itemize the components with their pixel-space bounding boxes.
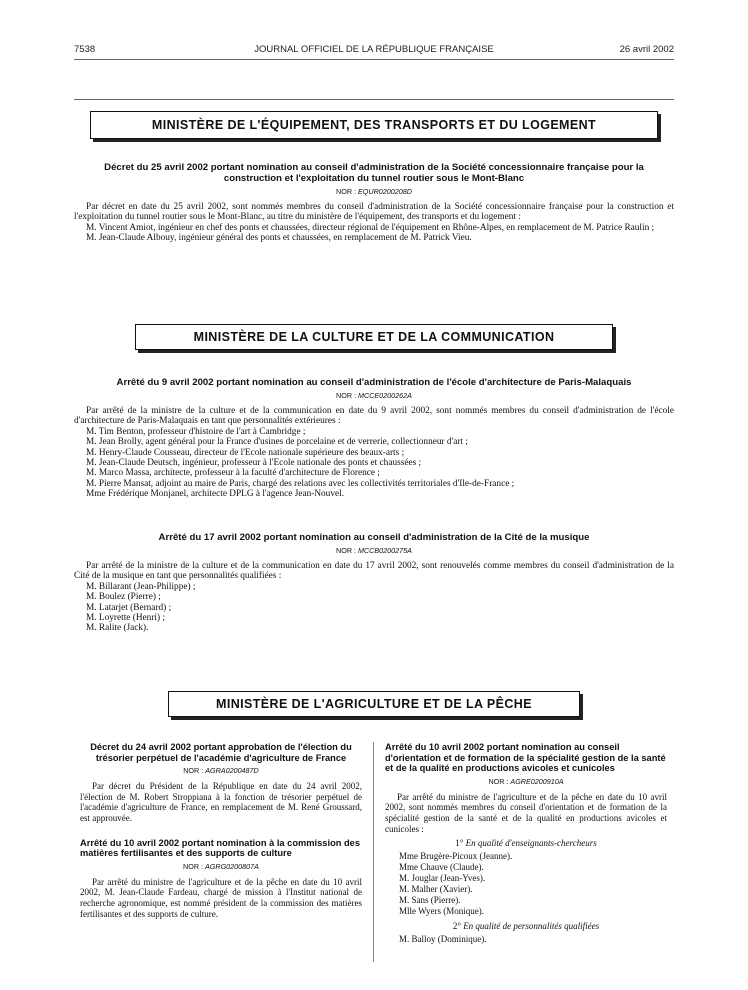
nor-label: NOR : xyxy=(336,187,356,196)
member-line: Mlle Wyers (Monique). xyxy=(399,906,485,917)
member-line: Mme Chauve (Claude). xyxy=(399,862,484,873)
arrete-musique xyxy=(74,532,674,634)
issue-date: 26 avril 2002 xyxy=(619,44,674,55)
header-rule xyxy=(74,59,674,60)
decret-text: Par décret du Président de la République en date du 24 avril 2002, l'élection de M. Robert Stroppiana à la fonction de trésorier perpétuel de l'académie d'agriculture de France, en remplacement de M. René Groussard, est approuvée. xyxy=(80,781,362,823)
nor-code: MCCB0200275A xyxy=(358,546,412,555)
member-line: M. Latarjet (Bernard) ; xyxy=(86,602,172,613)
nor-reference xyxy=(74,546,674,555)
member-line: M. Marco Massa, architecte, professeur à la faculté d'architecture de Florence ; xyxy=(86,468,380,479)
page-number: 7538 xyxy=(74,44,96,55)
member-line: M. Pierre Mansat, adjoint au maire de Paris, chargé des relations avec les collectivités territoriales d'Ile-de-France ; xyxy=(86,478,515,489)
member-line: M. Henry-Claude Cousseau, directeur de l'Ecole nationale supérieure des beaux-arts ; xyxy=(86,447,405,458)
member-line: M. Malher (Xavier). xyxy=(399,884,473,895)
member-line: M. Tim Benton, professeur d'histoire de l'art à Cambridge ; xyxy=(86,426,306,437)
arrete-text: Par arrêté du ministre de l'agriculture et de la pêche en date du 10 avril 2002, sont nommés membres du conseil d'orientation et de formation de la spécialité gestion de la santé et de la qualité en productions avicoles et cunicoles : xyxy=(385,791,667,834)
nor-reference xyxy=(385,777,667,786)
member-line: Mme Brugère-Picoux (Jeanne). xyxy=(399,851,513,862)
member-line: M. Billarant (Jean-Philippe) ; xyxy=(86,581,196,592)
nominee-line: M. Jean-Claude Albouy, ingénieur général des ponts et chaussées, en remplacement de M. Patrick Vieu. xyxy=(86,233,472,244)
section-ordinal: 2° xyxy=(452,921,461,932)
section-label: En qualité d'enseignants-chercheurs xyxy=(465,838,597,849)
arrete-text: Par arrêté du ministre de l'agriculture et de la pêche en date du 10 avril 2002, M. Jean-Claude Fardeau, chargé de mission à l'Institut national de recherche agronomique, est nommé président de la commission des matières fertilisantes et des supports de culture. xyxy=(80,876,362,919)
nor-reference xyxy=(74,391,674,400)
arrete-intro: Par arrêté de la ministre de la culture et de la communication en date du 17 avril 2002, sont renouvelés comme membres du conseil d'administration de la Cité de la musique en tant que personnalités qualifiées : xyxy=(74,561,674,582)
ministry-heading-culture: MINISTÈRE DE LA CULTURE ET DE LA COMMUNICATION xyxy=(135,324,613,350)
nor-code: AGRE0200910A xyxy=(510,776,564,786)
section-rule xyxy=(74,99,674,100)
nominee-line: M. Vincent Amiot, ingénieur en chef des ponts et chaussées, directeur régional de l'équipement en Rhône-Alpes, en remplacement de M. Patrice Raulin ; xyxy=(86,222,655,233)
section-label: En qualité de personnalités qualifiées xyxy=(463,921,600,932)
decree-title: Décret du 25 avril 2002 portant nomination au conseil d'administration de la Société concessionnaire française pour la construction et l'exploitation du tunnel routier sous le Mont-Blanc xyxy=(104,162,644,184)
decret-tresorier xyxy=(80,742,362,824)
left-column xyxy=(80,742,362,919)
section-ordinal: 1° xyxy=(455,838,464,849)
nor-code: AGRG0200807A xyxy=(205,861,259,871)
decree-intro: Par décret en date du 25 avril 2002, sont nommés membres du conseil d'administration de la Société concessionnaire française pour la construction et l'exploitation du tunnel routier sous le Mont-Blanc, au titre du ministère de l'équipement, des transports et du logement : xyxy=(74,202,674,223)
arrete-title: Arrêté du 17 avril 2002 portant nomination au conseil d'administration de la Cité de la musique xyxy=(158,532,590,543)
nor-label: NOR : xyxy=(336,546,356,555)
section-heading-2 xyxy=(385,921,667,932)
member-line: Mme Frédérique Monjanel, architecte DPLG à l'agence Jean-Nouvel. xyxy=(86,489,345,500)
arrete-malaquais xyxy=(74,377,674,500)
nor-reference xyxy=(74,187,674,196)
ministry-heading-agriculture: MINISTÈRE DE L'AGRICULTURE ET DE LA PÊCHE xyxy=(168,691,580,717)
member-line: M. Jouglar (Jean-Yves). xyxy=(399,873,486,884)
ministry-heading-transport: MINISTÈRE DE L'ÉQUIPEMENT, DES TRANSPORTS ET DU LOGEMENT xyxy=(90,111,658,139)
member-line: M. Sans (Pierre). xyxy=(399,895,461,906)
nor-label: NOR : xyxy=(336,391,356,400)
decree-montblanc xyxy=(74,162,674,244)
nor-label: NOR : xyxy=(488,776,509,786)
decret-title: Décret du 24 avril 2002 portant approbation de l'élection du trésorier perpétuel de l'académie d'agriculture de France xyxy=(90,742,352,763)
nor-reference xyxy=(80,766,362,775)
member-line: M. Jean Brolly, agent général pour la France d'usines de porcelaine et de verrerie, collectionneur d'art ; xyxy=(86,437,468,448)
arrete-title: Arrêté du 10 avril 2002 portant nomination au conseil d'orientation et de formation de la spécialité gestion de la santé et de la qualité en productions avicoles et cunicoles xyxy=(385,742,666,774)
nor-label: NOR : xyxy=(183,766,204,776)
arrete-matieres xyxy=(80,838,362,920)
member-line: M. Ralite (Jack). xyxy=(86,623,149,634)
column-divider xyxy=(373,742,374,962)
member-line: M. Boulez (Pierre) ; xyxy=(86,592,161,603)
member-line: M. Loyrette (Henri) ; xyxy=(86,613,165,624)
arrete-intro: Par arrêté de la ministre de la culture et de la communication en date du 9 avril 2002, sont nommés membres du conseil d'administration de l'école d'architecture de Paris-Malaquais en tant que personnalités extérieures : xyxy=(74,406,674,427)
nor-code: MCCE0200262A xyxy=(358,391,412,400)
member-line: M. Balloy (Dominique). xyxy=(399,934,487,945)
arrete-title: Arrêté du 9 avril 2002 portant nomination au conseil d'administration de l'école d'architecture de Paris-Malaquais xyxy=(116,377,632,388)
section-heading-1 xyxy=(385,838,667,849)
nor-label: NOR : xyxy=(183,861,203,871)
nor-code: AGRA0200487D xyxy=(205,766,259,776)
journal-title: JOURNAL OFFICIEL DE LA RÉPUBLIQUE FRANÇAISE xyxy=(254,44,494,55)
arrete-title: Arrêté du 10 avril 2002 portant nomination à la commission des matières fertilisantes et des supports de culture xyxy=(80,837,361,859)
nor-reference xyxy=(80,862,362,871)
right-column xyxy=(385,742,667,945)
member-line: M. Jean-Claude Deutsch, ingénieur, professeur à l'Ecole nationale des ponts et chaussées ; xyxy=(86,458,422,469)
nor-code: EQUR0200208D xyxy=(358,187,412,196)
